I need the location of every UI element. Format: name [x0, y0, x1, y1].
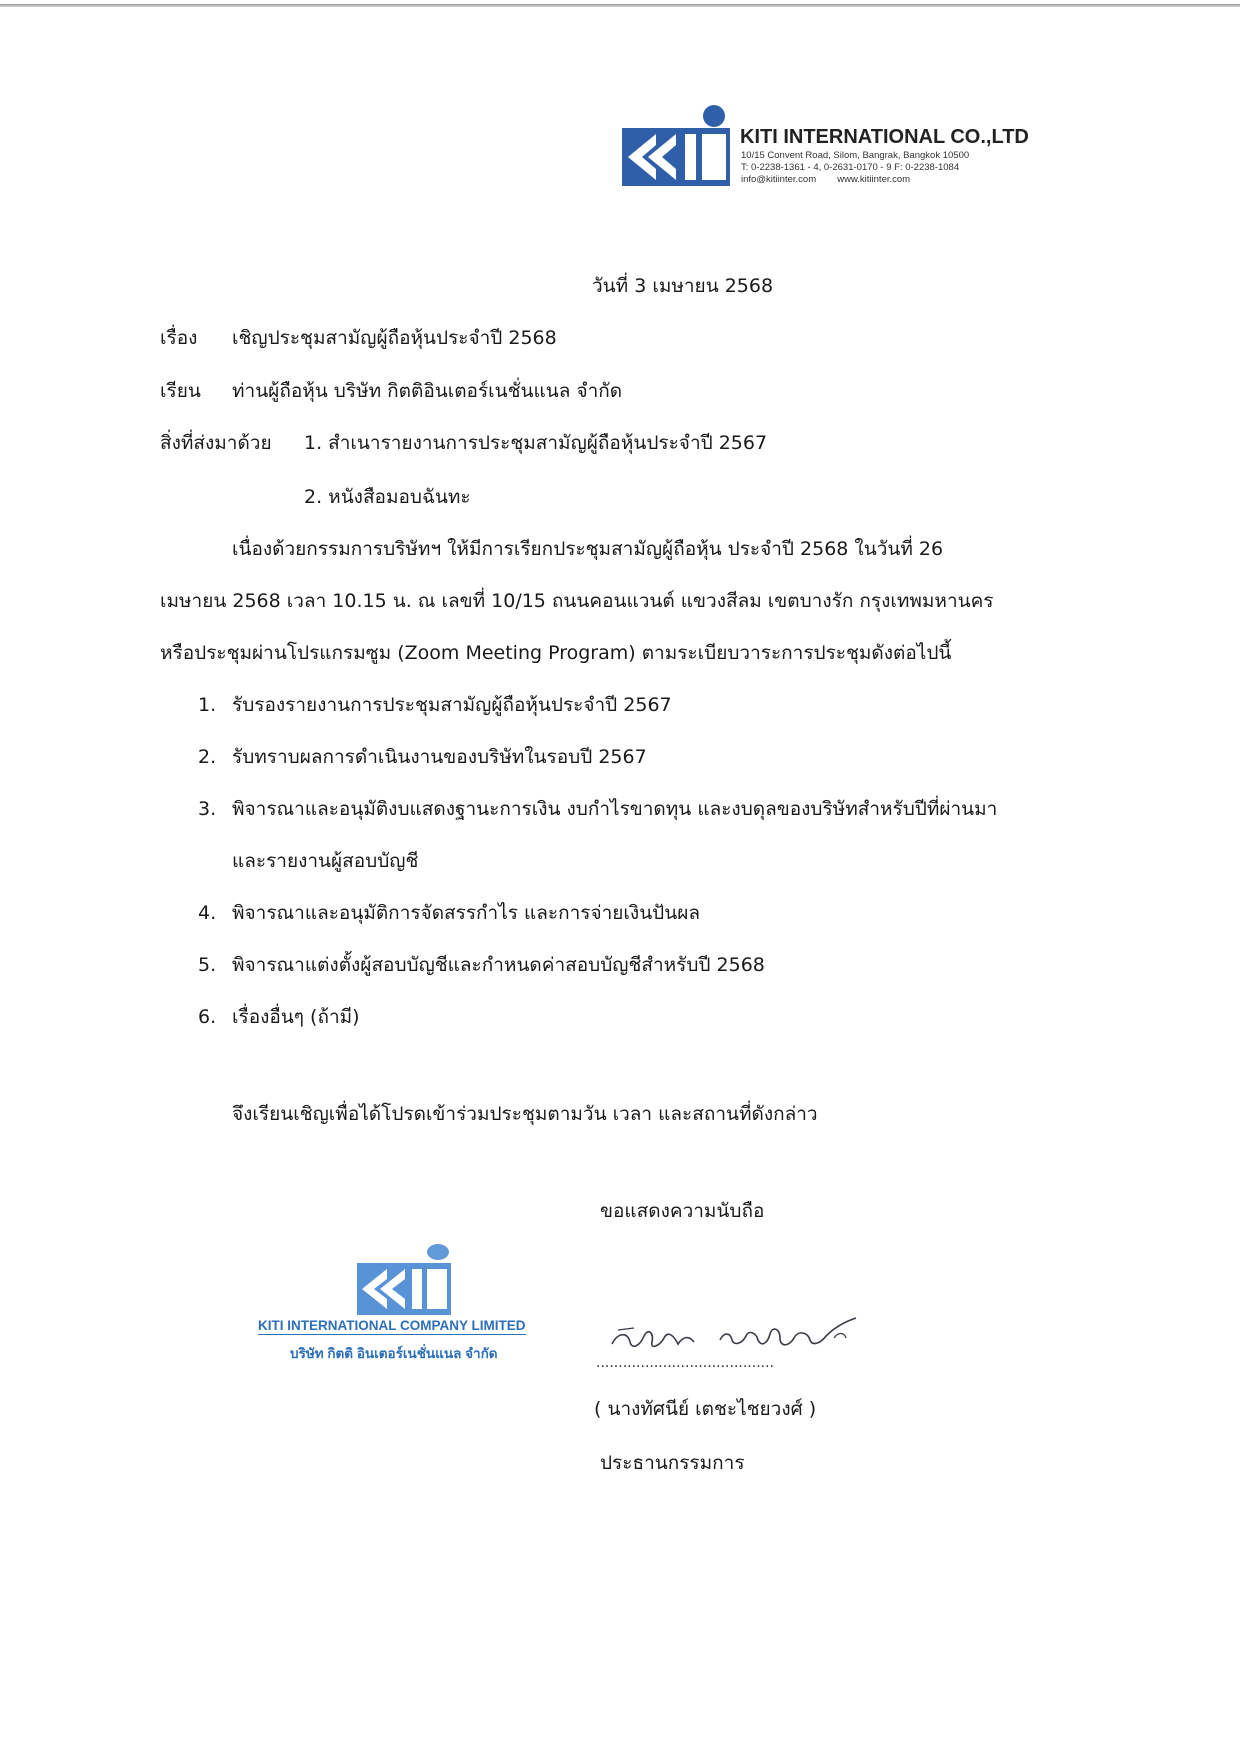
company-contact: info@kitiinter.com www.kitiinter.com — [741, 174, 911, 185]
stamp-company-en: KITI INTERNATIONAL COMPANY LIMITED — [258, 1318, 526, 1333]
agenda-item: รับรองรายงานการประชุมสามัญผู้ถือหุ้นประจำปี 2567 — [232, 694, 672, 716]
enclosures-label: สิ่งที่ส่งมาด้วย — [160, 432, 272, 454]
agenda-number: 2. — [198, 746, 217, 768]
letter-date: วันที่ 3 เมษายน 2568 — [592, 275, 774, 297]
handwritten-signature — [598, 1302, 878, 1362]
stamp-company-th: บริษัท กิตติ อินเตอร์เนชั่นแนล จำกัด — [290, 1346, 498, 1361]
subject-text: เชิญประชุมสามัญผู้ถือหุ้นประจำปี 2568 — [232, 327, 557, 349]
enclosure-item: 1. สำเนารายงานการประชุมสามัญผู้ถือหุ้นประจำปี 2567 — [304, 432, 768, 454]
closing-text: จึงเรียนเชิญเพื่อได้โปรดเข้าร่วมประชุมตามวัน เวลา และสถานที่ดังกล่าว — [232, 1103, 818, 1125]
agenda-item: พิจารณาแต่งตั้งผู้สอบบัญชีและกำหนดค่าสอบบัญชีสำหรับปี 2568 — [232, 954, 765, 976]
enclosure-item: 2. หนังสือมอบฉันทะ — [304, 486, 471, 508]
body-line: เนื่องด้วยกรรมการบริษัทฯ ให้มีการเรียกประชุมสามัญผู้ถือหุ้น ประจำปี 2568 ในวันที่ 26 — [232, 538, 944, 560]
agenda-number: 4. — [198, 902, 217, 924]
scan-edge — [0, 4, 1240, 7]
agenda-number: 3. — [198, 798, 217, 820]
agenda-item: เรื่องอื่นๆ (ถ้ามี) — [232, 1006, 360, 1028]
agenda-item: พิจารณาและอนุมัติงบแสดงฐานะการเงิน งบกำไรขาดทุน และงบดุลของบริษัทสำหรับปีที่ผ่านมา — [232, 798, 998, 820]
agenda-item-continued: และรายงานผู้สอบบัญชี — [232, 850, 419, 872]
to-label: เรียน — [160, 380, 201, 402]
agenda-item: พิจารณาและอนุมัติการจัดสรรกำไร และการจ่ายเงินปันผล — [232, 902, 701, 924]
body-line: หรือประชุมผ่านโปรแกรมซูม (Zoom Meeting Program) ตามระเบียบวาระการประชุมดังต่อไปนี้ — [160, 642, 952, 664]
company-address: 10/15 Convent Road, Silom, Bangrak, Bangkok 10500 — [741, 150, 970, 161]
signature-line: ........................................ — [596, 1355, 775, 1371]
subject-label: เรื่อง — [160, 327, 198, 349]
to-text: ท่านผู้ถือหุ้น บริษัท กิตติอินเตอร์เนชั่นแนล จำกัด — [232, 380, 623, 402]
regards-text: ขอแสดงความนับถือ — [600, 1200, 765, 1222]
signatory-name: ( นางทัศนีย์ เตชะไชยวงศ์ ) — [594, 1398, 817, 1420]
company-name: KITI INTERNATIONAL CO.,LTD — [740, 126, 1029, 148]
agenda-item: รับทราบผลการดำเนินงานของบริษัทในรอบปี 2567 — [232, 746, 647, 768]
agenda-number: 6. — [198, 1006, 217, 1028]
body-line: เมษายน 2568 เวลา 10.15 น. ณ เลขที่ 10/15 ถนนคอนแวนต์ แขวงสีลม เขตบางรัก กรุงเทพมหานคร — [160, 590, 994, 612]
kti-stamp-logo-icon — [355, 1243, 455, 1317]
agenda-number: 1. — [198, 694, 217, 716]
company-phone: T: 0-2238-1361 - 4, 0-2631-0170 - 9 F: 0-2238-1084 — [741, 162, 960, 173]
signatory-title: ประธานกรรมการ — [600, 1452, 745, 1474]
agenda-number: 5. — [198, 954, 217, 976]
kti-logo-icon — [622, 104, 734, 186]
